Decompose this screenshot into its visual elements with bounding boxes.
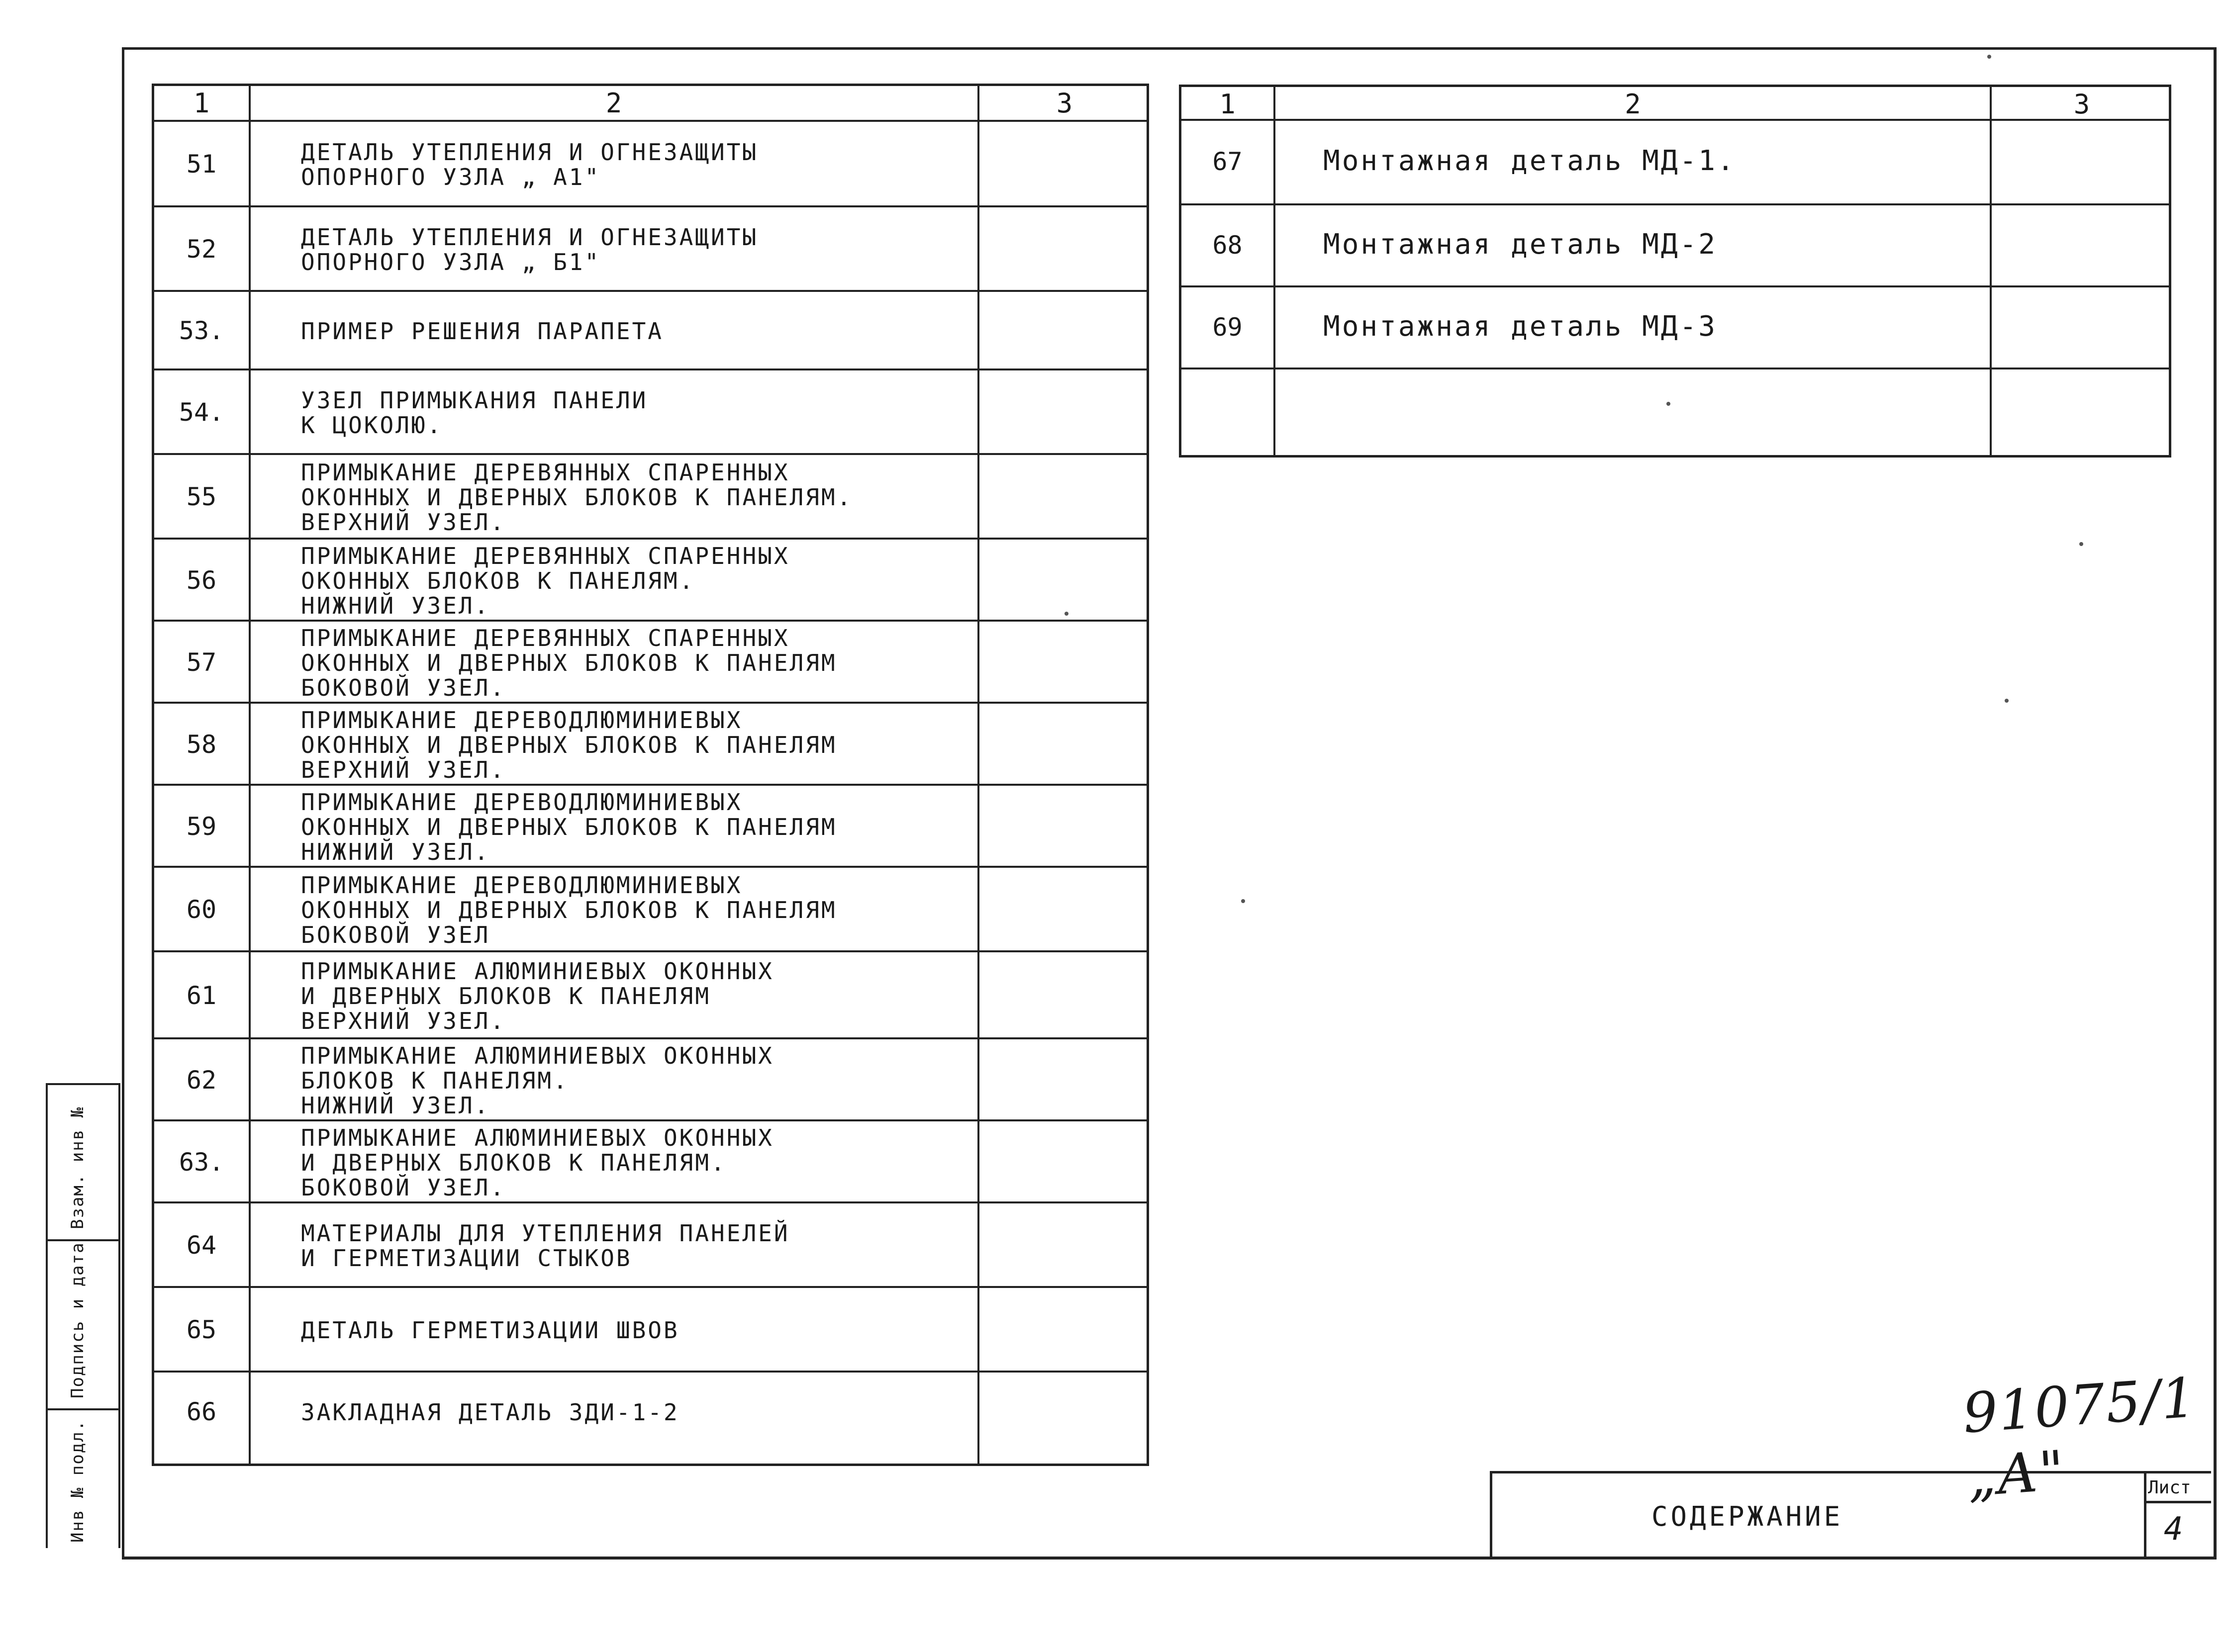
title-block-title: СОДЕРЖАНИЕ — [1651, 1501, 1843, 1532]
row-number: 52 — [186, 235, 217, 264]
table-row — [154, 122, 1147, 207]
right-table — [1179, 85, 2171, 458]
table-row — [154, 704, 1147, 786]
row-title: ПРИМЫКАНИЕ ДЕРЕВЯННЫХ СПАРЕННЫХ ОКОННЫХ И ДВЕРНЫХ БЛОКОВ К ПАНЕЛЯМ БОКОВОЙ УЗЕЛ. — [301, 625, 837, 701]
table-row — [154, 1039, 1147, 1121]
table-row — [154, 207, 1147, 292]
row-title: ПРИМЫКАНИЕ ДЕРЕВЯННЫХ СПАРЕННЫХ ОКОННЫХ БЛОКОВ К ПАНЕЛЯМ. НИЖНИЙ УЗЕЛ. — [301, 543, 790, 619]
table-row — [154, 1373, 1147, 1452]
sheet-number: 4 — [2164, 1511, 2183, 1548]
row-number: 59 — [186, 812, 217, 841]
table-row — [154, 1288, 1147, 1373]
header-col2: 2 — [605, 88, 622, 119]
table-row — [1181, 287, 2169, 369]
row-number: 62 — [186, 1065, 217, 1095]
header-col3: 3 — [1056, 88, 1073, 119]
row-title: ДЕТАЛЬ ГЕРМЕТИЗАЦИИ ШВОВ — [301, 1317, 679, 1344]
speck — [2005, 699, 2009, 703]
row-number: 53. — [179, 316, 224, 345]
table-row — [1181, 205, 2169, 287]
side-stamp-inventory: Инв № подл. — [68, 1419, 88, 1543]
row-title: МАТЕРИАЛЫ ДЛЯ УТЕПЛЕНИЯ ПАНЕЛЕЙ И ГЕРМЕТИЗАЦИИ СТЫКОВ — [301, 1220, 790, 1272]
header-col1: 1 — [1219, 89, 1236, 120]
side-stamp-signature: Подпись и дата — [68, 1242, 88, 1398]
table-row — [154, 540, 1147, 622]
table-row — [154, 1203, 1147, 1288]
table-row — [1181, 121, 2169, 205]
row-number: 66 — [186, 1397, 217, 1426]
row-number: 65 — [186, 1315, 217, 1344]
row-number: 61 — [186, 981, 217, 1010]
row-number: 56 — [186, 565, 217, 595]
row-number: 60 — [186, 895, 217, 924]
row-number: 51 — [186, 150, 217, 179]
row-title: ДЕТАЛЬ УТЕПЛЕНИЯ И ОГНЕЗАЩИТЫ ОПОРНОГО УЗЛА „ А1" — [301, 139, 759, 190]
row-number: 69 — [1212, 312, 1243, 342]
row-number: 54. — [179, 398, 224, 427]
table-row — [154, 1121, 1147, 1203]
table-row — [154, 455, 1147, 540]
row-title: УЗЕЛ ПРИМЫКАНИЯ ПАНЕЛИ К ЦОКОЛЮ. — [301, 387, 648, 439]
table-row — [154, 292, 1147, 370]
sheet-label: Лист — [2148, 1477, 2191, 1498]
table-row — [1181, 369, 2169, 457]
row-title: Монтажная деталь МД-3 — [1323, 310, 1718, 343]
side-stamp-interchange: Взам. инв № — [68, 1106, 88, 1229]
table-row — [154, 868, 1147, 952]
table-row — [154, 786, 1147, 868]
row-number: 58 — [186, 730, 217, 759]
row-title: ПРИМЫКАНИЕ АЛЮМИНИЕВЫХ ОКОННЫХ И ДВЕРНЫХ БЛОКОВ К ПАНЕЛЯМ. БОКОВОЙ УЗЕЛ. — [301, 1124, 774, 1201]
row-number: 67 — [1212, 147, 1243, 176]
row-number: 57 — [186, 647, 217, 677]
speck — [1666, 402, 1670, 406]
table-row — [154, 952, 1147, 1039]
row-title: ПРИМЫКАНИЕ ДЕРЕВОДЛЮМИНИЕВЫХ ОКОННЫХ И ДВЕРНЫХ БЛОКОВ К ПАНЕЛЯМ ВЕРХНИЙ УЗЕЛ. — [301, 707, 837, 783]
drawing-code: 91075/1 „А" — [1960, 1365, 2199, 1509]
header-col1: 1 — [193, 88, 210, 119]
header-col2: 2 — [1625, 89, 1641, 120]
row-title: ПРИМЫКАНИЕ АЛЮМИНИЕВЫХ ОКОННЫХ БЛОКОВ К ПАНЕЛЯМ. НИЖНИЙ УЗЕЛ. — [301, 1042, 774, 1119]
row-number: 64 — [186, 1231, 217, 1260]
row-title: ЗАКЛАДНАЯ ДЕТАЛЬ ЗДИ-1-2 — [301, 1399, 679, 1426]
row-number: 63. — [179, 1147, 224, 1177]
row-title: Монтажная деталь МД-1. — [1323, 145, 1736, 177]
row-title: ПРИМЫКАНИЕ ДЕРЕВЯННЫХ СПАРЕННЫХ ОКОННЫХ И ДВЕРНЫХ БЛОКОВ К ПАНЕЛЯМ. ВЕРХНИЙ УЗЕЛ. — [301, 459, 853, 536]
row-number: 68 — [1212, 230, 1243, 260]
speck — [1065, 612, 1068, 616]
header-col3: 3 — [2073, 89, 2090, 120]
row-number: 55 — [186, 482, 217, 511]
side-stamp — [46, 1083, 120, 1548]
left-table — [152, 84, 1149, 1466]
row-title: ПРИМЫКАНИЕ АЛЮМИНИЕВЫХ ОКОННЫХ И ДВЕРНЫХ БЛОКОВ К ПАНЕЛЯМ ВЕРХНИЙ УЗЕЛ. — [301, 957, 774, 1034]
row-title: ДЕТАЛЬ УТЕПЛЕНИЯ И ОГНЕЗАЩИТЫ ОПОРНОГО УЗЛА „ Б1" — [301, 224, 759, 275]
speck — [1241, 899, 1245, 903]
table-row — [154, 622, 1147, 704]
row-title: Монтажная деталь МД-2 — [1323, 228, 1718, 261]
speck — [1987, 55, 1991, 59]
row-title: ПРИМЕР РЕШЕНИЯ ПАРАПЕТА — [301, 318, 664, 345]
row-title: ПРИМЫКАНИЕ ДЕРЕВОДЛЮМИНИЕВЫХ ОКОННЫХ И ДВЕРНЫХ БЛОКОВ К ПАНЕЛЯМ НИЖНИЙ УЗЕЛ. — [301, 789, 837, 865]
table-row — [154, 370, 1147, 455]
speck — [2079, 542, 2083, 546]
row-title: ПРИМЫКАНИЕ ДЕРЕВОДЛЮМИНИЕВЫХ ОКОННЫХ И ДВЕРНЫХ БЛОКОВ К ПАНЕЛЯМ БОКОВОЙ УЗЕЛ — [301, 872, 837, 948]
